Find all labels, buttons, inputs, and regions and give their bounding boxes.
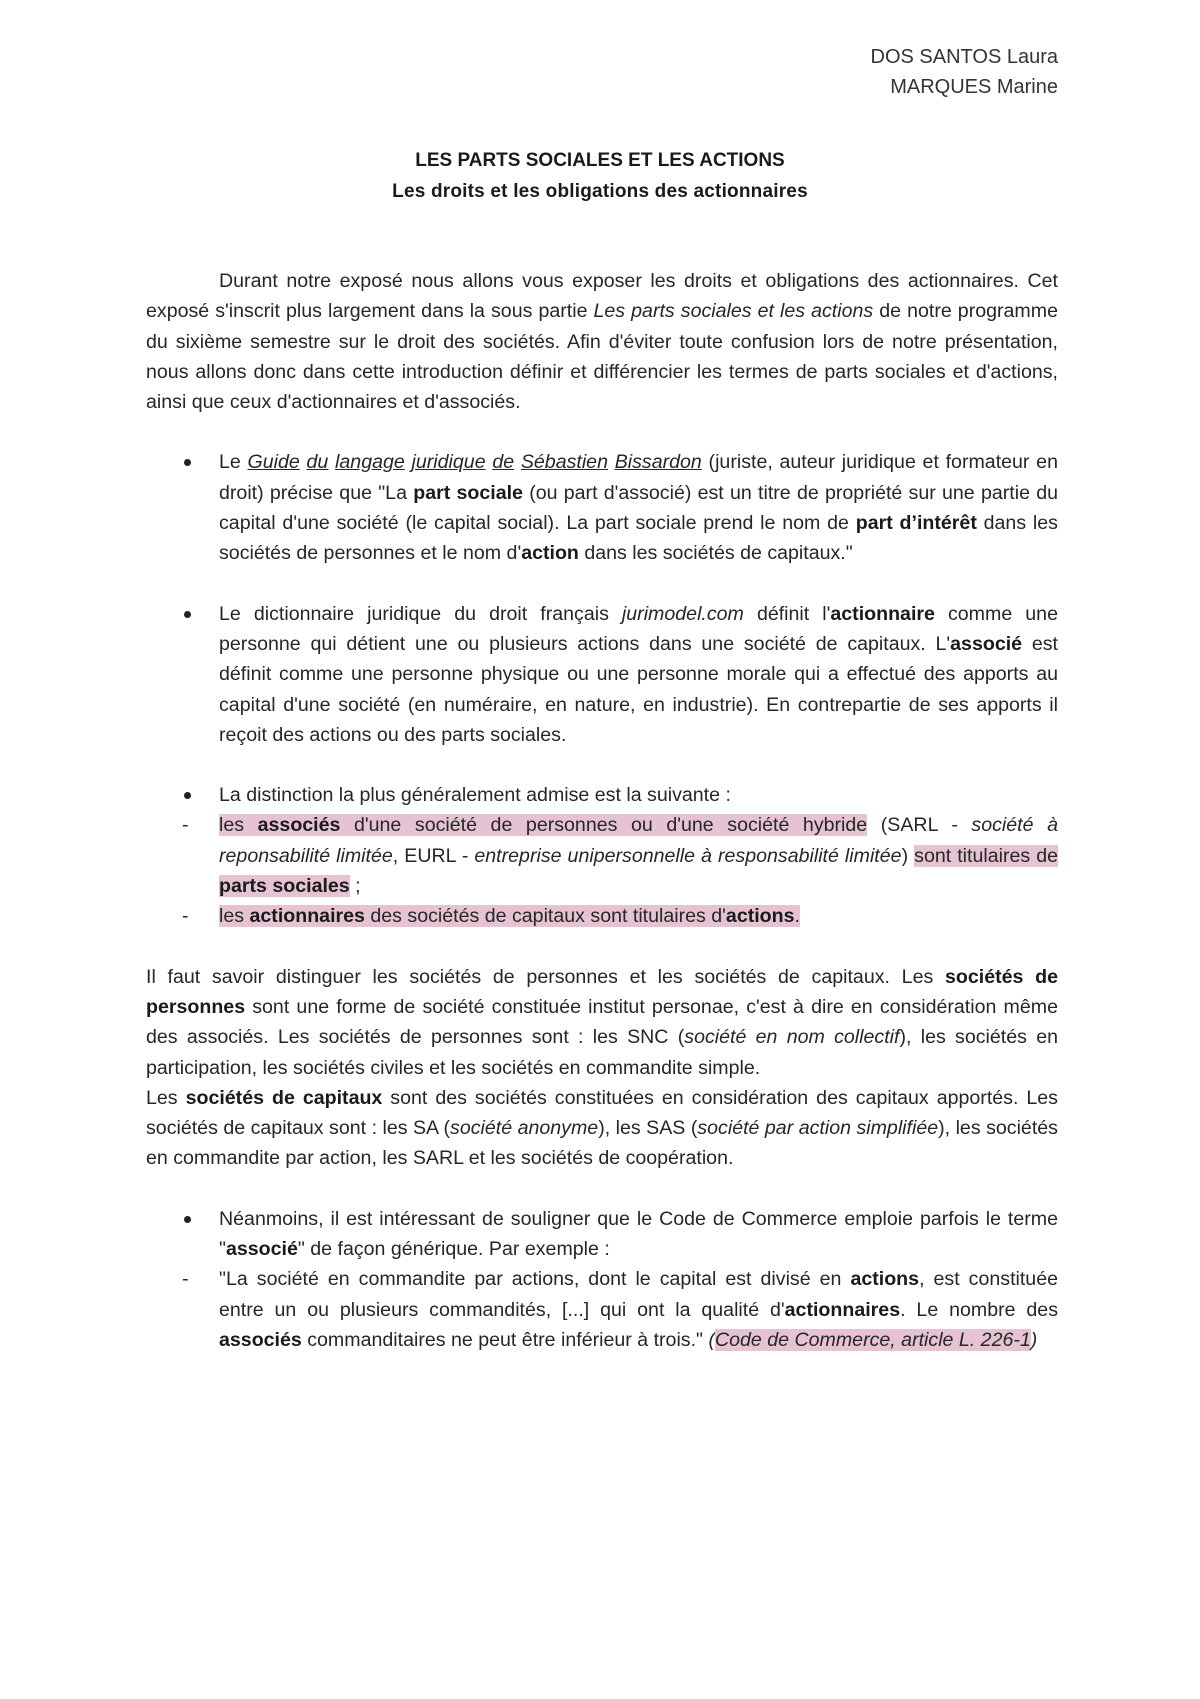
bullet-item-definition-actionnaire: Le dictionnaire juridique du droit français jurimodel.com définit l'actionnaire comme une personne qui détient une ou plusieurs actions dans une société de capitaux. L'associé est définit comme une personne physique ou une personne morale qui a effectué des apports au capital d'une société (en numéraire, en nature, en industrie). En contrepartie de ses apports il reçoit des actions ou des parts sociales. [146,599,1058,750]
dash-marker: - [182,905,189,928]
paragraph-societes-de-personnes: Il faut savoir distinguer les sociétés de personnes et les sociétés de capitaux. Les sociétés de personnes sont une forme de société constituée institut personae, c'est à dire en considération même des associés. Les sociétés de personnes sont : les SNC (société en nom collectif), les sociétés en participation, les sociétés civiles et les sociétés en commandite simple. [146,965,1059,1079]
authors-block [871,42,1058,102]
paragraph-societes-de-capitaux: Les sociétés de capitaux sont des sociétés constituées en considération des capitaux apportés. Les sociétés de capitaux sont : les SA (société anonyme), les SAS (société par action simplifiée), les sociétés en commandite par action, les SARL et les sociétés de coopération. [146,1086,1058,1170]
dash-marker: - [182,814,189,837]
dash-item-citation: - "La société en commandite par actions, dont le capital est divisé en actions, est constituée entre un ou plusieurs commandités, [...] qui ont la qualité d'actionnaires. Le nombre des associés commanditaires ne peut être inférieur à trois." (Code de Commerce, article L. 226-1) [146,1264,1058,1355]
bullet-item-code-de-commerce: Néanmoins, il est intéressant de souligner que le Code de Commerce emploie parfois le terme "associé" de façon générique. Par exemple : [146,1204,1058,1265]
bullet-icon [184,792,191,799]
author-name: DOS SANTOS Laura [870,46,1058,68]
document-title: LES PARTS SOCIALES ET LES ACTIONS [415,150,785,171]
document-title-block [0,145,1200,207]
bullet-item-definition-part-sociale: Le Guide du langage juridique de Sébastien Bissardon (juriste, auteur juridique et formateur en droit) précise que "La part sociale (ou part d'associé) est un titre de propriété sur une partie du capital d'une société (le capital social). La part sociale prend le nom de part d’intérêt dans les sociétés de personnes et le nom d'action dans les sociétés de capitaux." [146,447,1058,568]
dash-marker: - [182,1268,189,1291]
intro-paragraph: Durant notre exposé nous allons vous exposer les droits et obligations des actionnaires. Cet exposé s'inscrit plus largement dans la sous partie Les parts sociales et les actions de notre programme du sixième semestre sur le droit des sociétés. Afin d'éviter toute confusion lors de notre présentation, nous allons donc dans cette introduction définir et différencier les termes de parts sociales et d'actions, ainsi que ceux d'actionnaires et d'associés. [146,270,1058,414]
author-name: MARQUES Marine [890,76,1058,98]
dash-item-actionnaires: - les actionnaires des sociétés de capitaux sont titulaires d'actions. [146,901,1058,931]
bullet-item-distinction: La distinction la plus généralement admise est la suivante : [146,780,1058,810]
bullet-icon [184,459,191,466]
document-body [146,266,1058,1355]
document-subtitle: Les droits et les obligations des actionnaires [392,181,808,202]
bullet-icon [184,1216,191,1223]
dash-item-associes: - les associés d'une société de personnes ou d'une société hybride (SARL - société à reponsabilité limitée, EURL - entreprise unipersonnelle à responsabilité limitée) sont titulaires de parts sociales ; [146,810,1058,901]
bullet-icon [184,611,191,618]
